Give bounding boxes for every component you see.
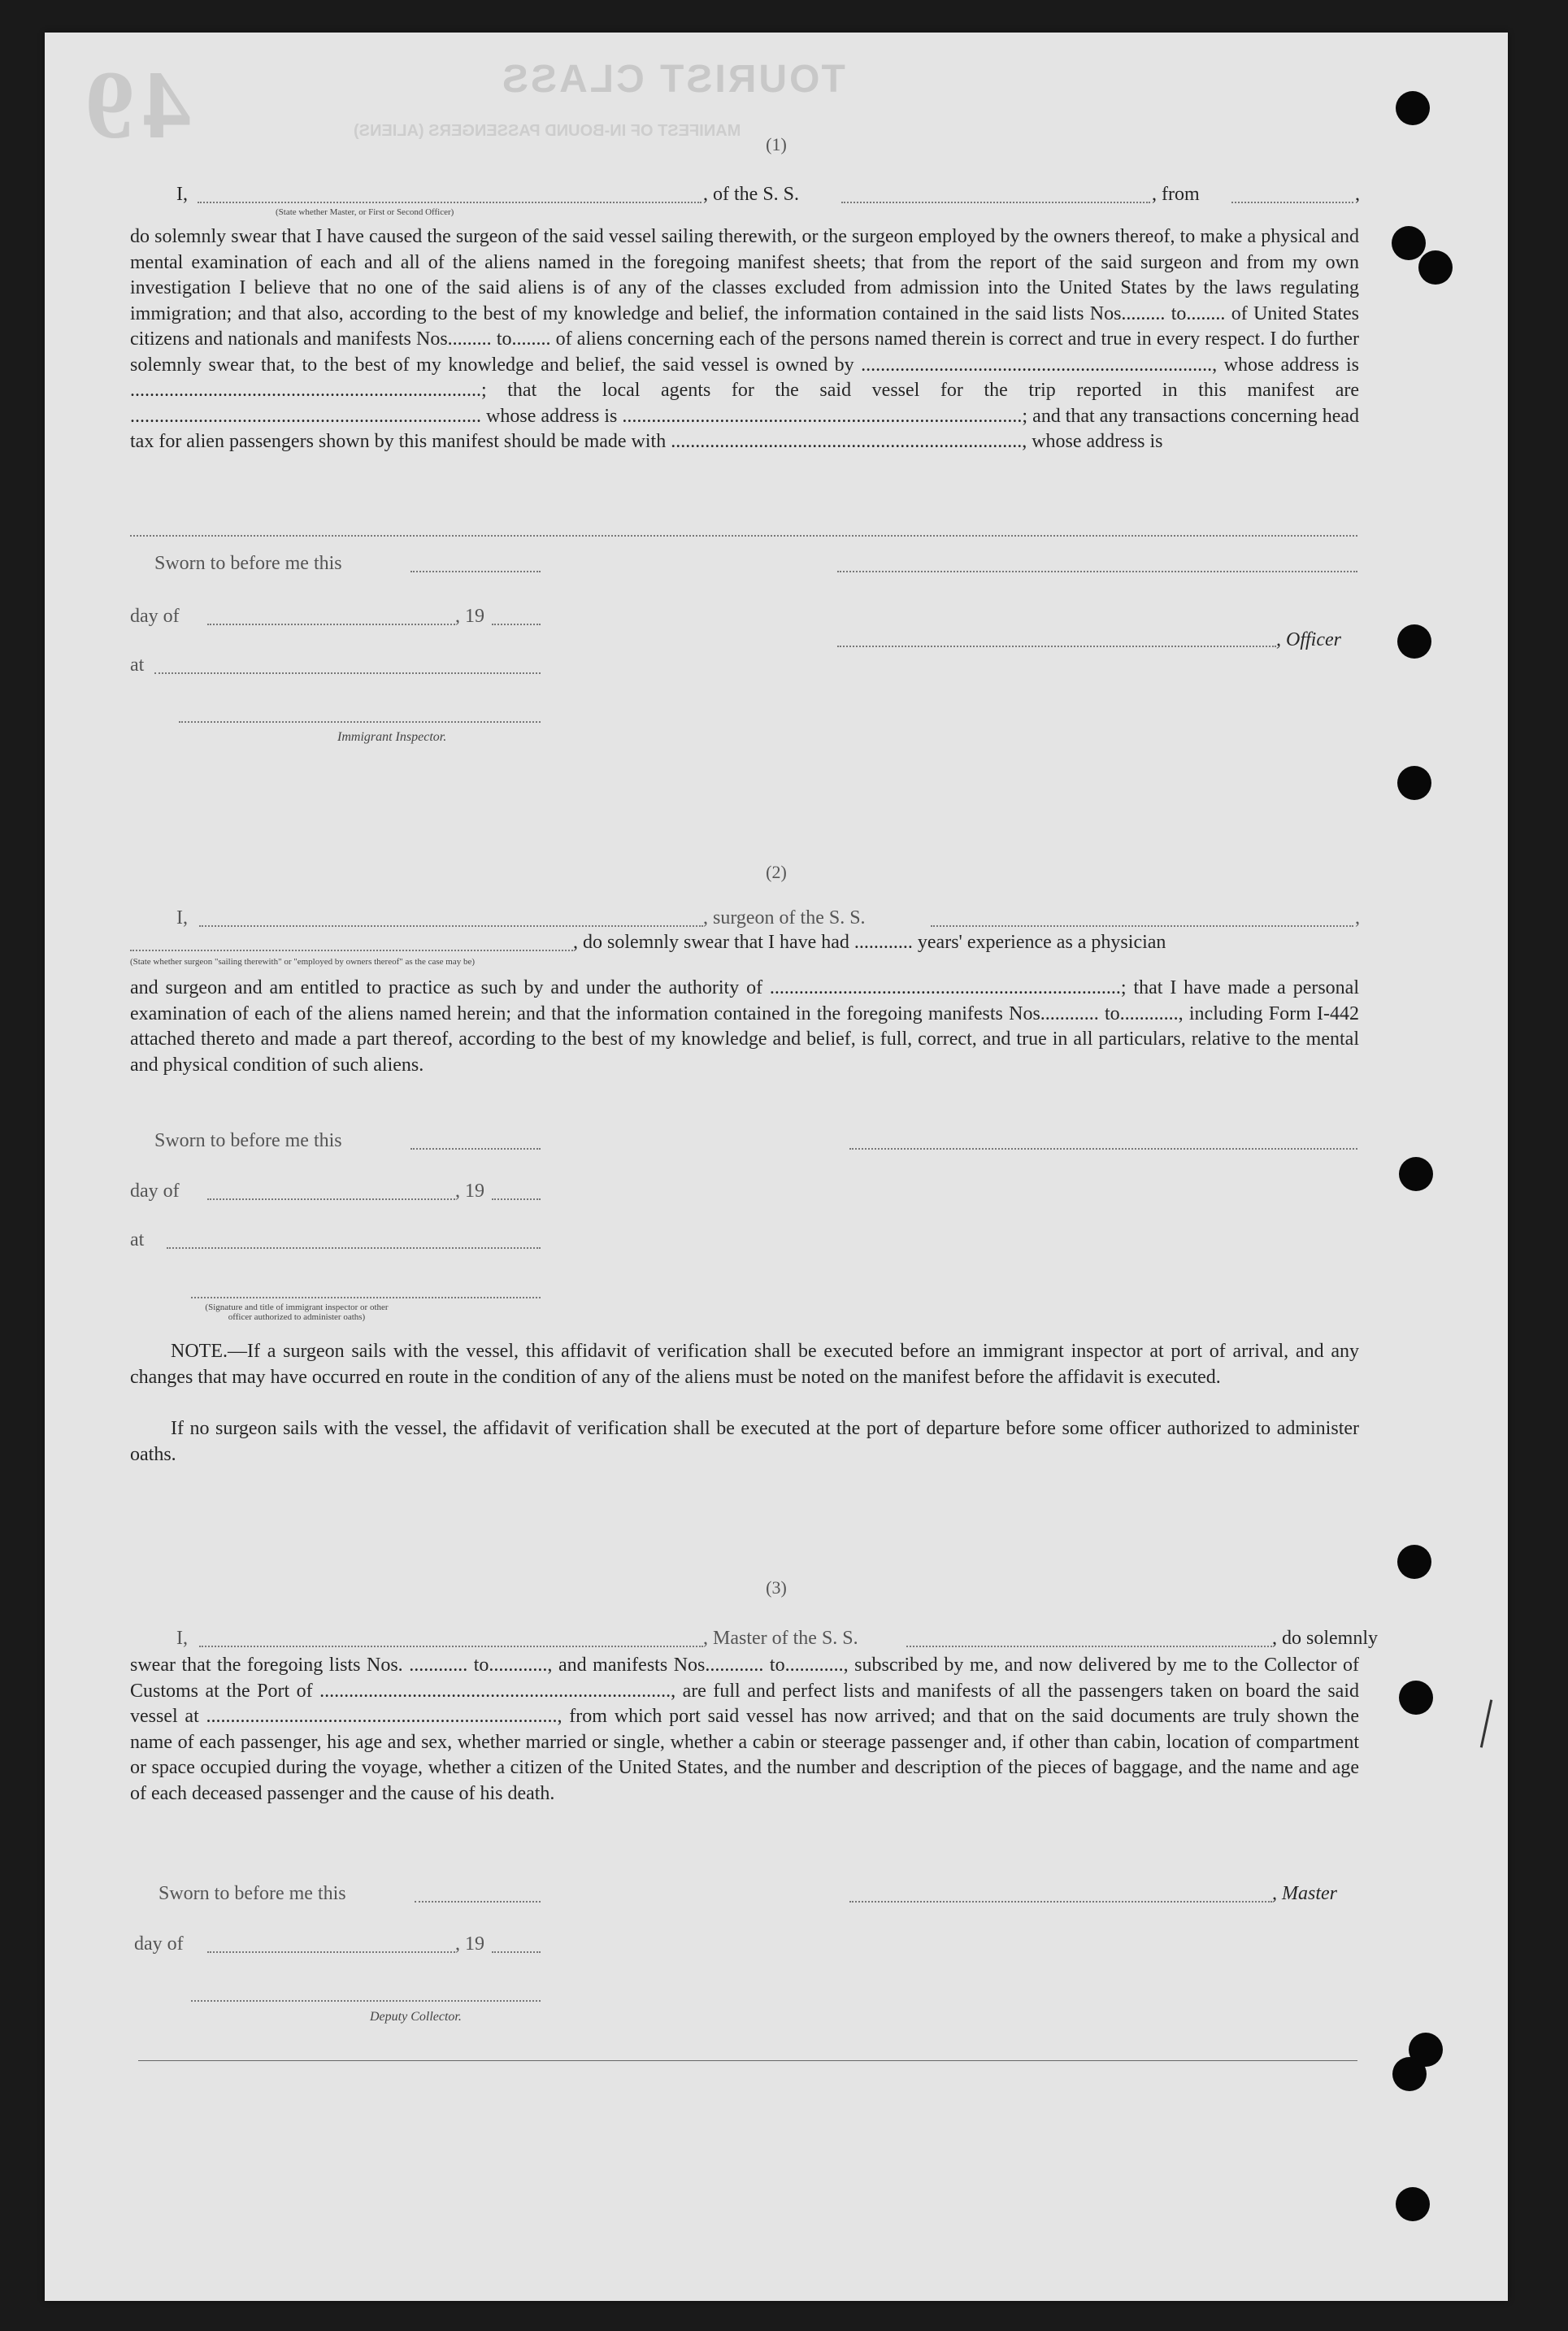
s2-day-field[interactable] [207, 1198, 455, 1200]
s2-surgeon-signature-field[interactable] [849, 1148, 1357, 1150]
s1-at: at [130, 655, 145, 676]
s2-surgeon-type-field[interactable] [130, 950, 573, 951]
s2-sworn-date-field[interactable] [410, 1148, 541, 1150]
s1-from: , from [1152, 184, 1200, 205]
s2-sworn: Sworn to before me this [154, 1130, 342, 1151]
s1-day-field[interactable] [207, 624, 455, 625]
s2-intro-i: I, [176, 907, 188, 928]
s3-master-of: , Master of the S. S. [703, 1628, 858, 1649]
s1-caption: (State whether Master, or First or Second Officer) [276, 207, 454, 217]
s2-body: and surgeon and am entitled to practice as such by and under the authority of ........................................................................; that I have made a personal examination of each of the aliens named herein; and that the information contained in the foregoing manifests Nos............ to............, including Form I-442 attached thereto and made a part thereof, according to the best of my knowledge and belief, is full, correct, and true in all particulars, relative to the mental and physical condition of such aliens. [130, 977, 1359, 1076]
s3-collector-signature-field[interactable] [191, 2000, 541, 2002]
bottom-rule [138, 2060, 1357, 2061]
s1-sworn-date-field[interactable] [410, 571, 541, 572]
s3-master-signature-field[interactable] [849, 1901, 1272, 1903]
s1-officer: , Officer [1276, 629, 1341, 650]
punch-hole [1396, 2187, 1430, 2221]
s3-collector-caption: Deputy Collector. [370, 2010, 462, 2024]
s1-address-line-field[interactable] [130, 535, 1357, 537]
s2-day-of: day of [130, 1181, 180, 1202]
s1-trailing-comma: , [1355, 184, 1360, 205]
s1-day-of: day of [130, 606, 180, 627]
section-1-number: (1) [766, 134, 787, 154]
s1-intro-i: I, [176, 184, 188, 205]
header-title: TOURIST CLASS [500, 58, 845, 101]
s2-note-2: If no surgeon sails with the vessel, the affidavit of verification shall be executed at the port of departure before some officer authorized to administer oaths. [130, 1418, 1359, 1465]
punch-hole [1396, 91, 1430, 125]
punch-hole [1418, 250, 1453, 285]
section-3-number: (3) [766, 1577, 787, 1598]
s3-sworn-date-field[interactable] [415, 1901, 541, 1903]
s1-inspector-caption: Immigrant Inspector. [337, 730, 447, 744]
s2-note-text: —If a surgeon sails with the vessel, this affidavit of verification shall be executed before an immigrant inspector at port of arrival, and any changes that may have occurred en route in the condition of any of the aliens must be noted on the manifest before the affidavit is executed. [130, 1341, 1359, 1388]
stamp-number: 49 [77, 50, 191, 159]
s1-year: , 19 [455, 606, 484, 627]
s3-day-field[interactable] [207, 1951, 455, 1953]
s3-sworn: Sworn to before me this [159, 1883, 346, 1904]
section-2-number: (2) [766, 862, 787, 882]
punch-hole [1399, 1157, 1433, 1191]
s3-master: , Master [1272, 1883, 1337, 1904]
s3-day-of: day of [134, 1933, 184, 1955]
s2-inspector-signature-field[interactable] [191, 1297, 541, 1298]
s1-body: do solemnly swear that I have caused the surgeon of the said vessel sailing therewith, or the surgeon employed by the owners thereof, to make a physical and mental examination of each and all of the aliens named in the foregoing manifest sheets; that from the report of the said surgeon and from my own investigation I believe that no one of the said aliens is of any of the classes excluded from admission into the United States by the laws regulating immigration; and that also, according to the best of my knowledge and belief, the information contained in the said lists Nos......... to........ of United States citizens and nationals and manifests Nos......... to........ of aliens concerning each of the persons named therein is correct and true in every respect. I do further solemnly swear that, to the best of my knowledge and belief, the said vessel is owned by ........................................................................, whose address is ........................................................................; that the local agents for the said vessel for the trip reported in this manifest are ........................................................................ whose address is ..................................................................................; and that any transactions concerning head tax for alien passengers shown by this manifest should be made with ........................................................................, whose address is [130, 226, 1359, 452]
s1-ship-name-field[interactable] [841, 202, 1150, 203]
s2-caption: (State whether surgeon "sailing therewith" or "employed by owners thereof" as the case may be) [130, 957, 476, 967]
s3-intro-i: I, [176, 1628, 188, 1649]
pen-mark [1480, 1699, 1492, 1747]
s2-ship-name-field[interactable] [931, 925, 1353, 927]
punch-hole [1397, 1545, 1431, 1579]
s1-at-field[interactable] [154, 672, 541, 674]
s2-surgeon-name-field[interactable] [199, 925, 703, 927]
s2-signature-caption: (Signature and title of immigrant inspector or other officer authorized to administer oaths) [205, 1302, 389, 1322]
punch-hole [1392, 2057, 1427, 2091]
s2-at: at [130, 1229, 145, 1250]
s2-surgeon-of: , surgeon of the S. S. [703, 907, 866, 928]
punch-hole [1392, 226, 1426, 260]
s3-body: swear that the foregoing lists Nos. ............ to............, and manifests Nos............ to............, subscribed by me, and now delivered by me to the Collector of Customs at the Port of ........................................................................, are full and perfect lists and manifests of all the passengers taken on board the said vessel at ........................................................................, from which port said vessel has now arrived; and that on the said documents are truly shown the name of each passenger, his age and sex, whether married or single, whether a cabin or steerage passenger and, if other than cabin, location of compartment or space occupied during the voyage, whether a citizen of the United States, and the number and description of the pieces of baggage, and the name and age of each deceased passenger and the cause of his death. [130, 1655, 1359, 1804]
s2-at-field[interactable] [167, 1247, 541, 1249]
s2-trailing-comma: , [1355, 907, 1360, 928]
punch-hole [1397, 624, 1431, 659]
s1-officer-line-field[interactable] [837, 646, 1276, 647]
s2-year-field[interactable] [492, 1198, 541, 1200]
s2-swear: , do solemnly swear that I have had ............ years' experience as a physician [573, 932, 1166, 953]
s1-inspector-signature-field[interactable] [179, 721, 541, 723]
s1-officer-name-field[interactable] [198, 202, 701, 203]
s3-year-field[interactable] [492, 1951, 541, 1953]
manifest-sheet [45, 33, 1508, 2301]
punch-hole [1397, 766, 1431, 800]
s1-of-the-ss: , of the S. S. [703, 184, 800, 205]
s1-year-field[interactable] [492, 624, 541, 625]
s3-ship-name-field[interactable] [906, 1646, 1272, 1647]
s1-officer-signature-field[interactable] [837, 571, 1357, 572]
s3-do-solemnly: , do solemnly [1272, 1628, 1378, 1649]
s3-master-name-field[interactable] [199, 1646, 703, 1647]
s2-note [130, 1339, 1359, 1390]
s1-from-port-field[interactable] [1231, 202, 1353, 203]
s3-year: , 19 [455, 1933, 484, 1955]
s1-sworn: Sworn to before me this [154, 553, 342, 574]
s2-year: , 19 [455, 1181, 484, 1202]
s2-note-label: NOTE. [171, 1341, 228, 1362]
punch-hole [1399, 1681, 1433, 1715]
header-subtitle: MANIFEST OF IN-BOUND PASSENGERS (ALIENS) [354, 122, 741, 140]
